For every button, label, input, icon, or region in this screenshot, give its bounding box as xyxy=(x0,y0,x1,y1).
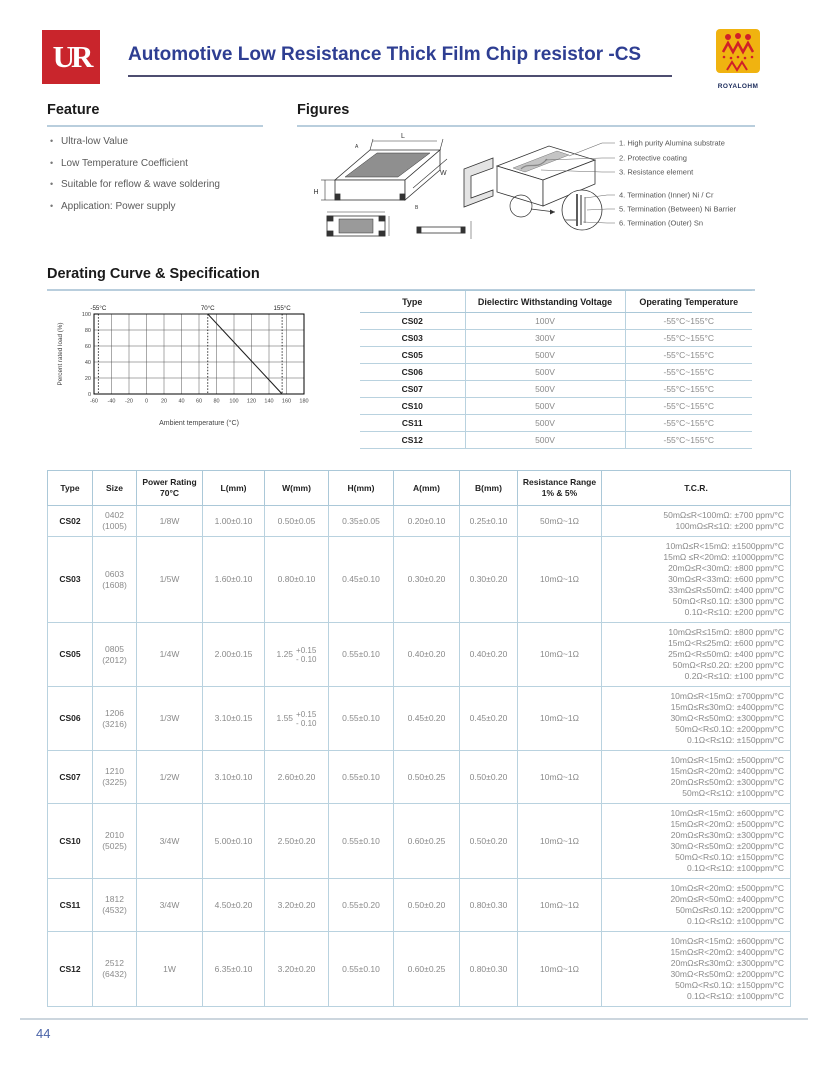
spec-col-header: T.C.R. xyxy=(602,471,791,506)
tcr-line: 30mΩ<R≤50mΩ: ±200ppm/°C xyxy=(670,969,784,979)
tcr-line: 15mΩ≤R≤30mΩ: ±400ppm/°C xyxy=(670,702,784,712)
spec-row-CS03 xyxy=(48,537,791,623)
spec-col-header: Size xyxy=(93,471,137,506)
spec-cell: 2512 (6432) xyxy=(93,932,137,1007)
spec-cell: 0.40±0.20 xyxy=(394,623,460,687)
svg-text:80: 80 xyxy=(84,328,91,334)
voltage-cell: -55°C~155°C xyxy=(625,330,752,347)
svg-text:-40: -40 xyxy=(107,398,116,405)
spec-cell: 3.20±0.20 xyxy=(265,932,329,1007)
spec-cell: 5.00±0.10 xyxy=(203,804,265,879)
spec-col-header: W(mm) xyxy=(265,471,329,506)
spec-cell: 1210 (3225) xyxy=(93,751,137,804)
dim-label-h: H xyxy=(313,189,319,196)
spec-cell: 2010 (5025) xyxy=(93,804,137,879)
derating-heading: Derating Curve & Specification xyxy=(47,266,755,291)
tcr-line: 20mΩ≤R<30mΩ: ±800 ppm/°C xyxy=(668,563,784,573)
voltage-row-CS07 xyxy=(360,381,752,398)
voltage-cell: CS11 xyxy=(360,415,465,432)
spec-cell: 0.50±0.25 xyxy=(394,751,460,804)
spec-cell: 1/3W xyxy=(137,687,203,751)
tcr-line: 50mΩ<R≤0.1Ω: ±300 ppm/°C xyxy=(672,596,784,606)
svg-text:Ambient temperature (°C): Ambient temperature (°C) xyxy=(159,420,239,427)
voltage-row-CS03 xyxy=(360,330,752,347)
spec-cell: CS02 xyxy=(48,506,93,537)
spec-cell: 10mΩ~1Ω xyxy=(518,932,602,1007)
spec-cell: CS11 xyxy=(48,879,93,932)
spec-cell: 1206 (3216) xyxy=(93,687,137,751)
voltage-col-header: Operating Temperature xyxy=(625,291,752,313)
feature-item: • Low Temperature Coefficient xyxy=(50,158,280,169)
spec-cell: 50mΩ~1Ω xyxy=(518,506,602,537)
tcr-line: 0.1Ω<R≤1Ω: ±100ppm/°C xyxy=(686,991,784,1001)
spec-cell: 4.50±0.20 xyxy=(203,879,265,932)
voltage-cell: -55°C~155°C xyxy=(625,364,752,381)
voltage-cell: 500V xyxy=(465,398,625,415)
svg-text:20: 20 xyxy=(84,376,91,382)
dim-label-a: A xyxy=(355,144,359,150)
svg-text:-60: -60 xyxy=(90,398,98,405)
voltage-cell: CS06 xyxy=(360,364,465,381)
tcr-line: 10mΩ≤R<20mΩ: ±500ppm/°C xyxy=(670,883,784,893)
page-number: 44 xyxy=(36,1026,51,1041)
spec-cell: 1.60±0.10 xyxy=(203,537,265,623)
tcr-line: 30mΩ<R≤50mΩ: ±300ppm/°C xyxy=(670,713,784,723)
spec-col-header: B(mm) xyxy=(460,471,518,506)
tcr-line: 20mΩ≤R≤50mΩ: ±300ppm/°C xyxy=(670,777,784,787)
spec-cell: CS03 xyxy=(48,537,93,623)
spec-cell: 1.25 +0.15 - 0.10 xyxy=(265,623,329,687)
spec-row-CS07 xyxy=(48,751,791,804)
spec-cell: 3/4W xyxy=(137,804,203,879)
tcr-line: 25mΩ<R≤50mΩ: ±400 ppm/°C xyxy=(668,649,784,659)
svg-text:70°C: 70°C xyxy=(200,305,215,312)
figures-heading: Figures xyxy=(297,102,755,127)
spec-cell: 0.80±0.10 xyxy=(265,537,329,623)
figure-callout-label: 1. High purity Alumina substrate xyxy=(619,138,725,148)
spec-cell: 2.00±0.15 xyxy=(203,623,265,687)
spec-cell: 0.30±0.20 xyxy=(394,537,460,623)
spec-cell: 1.55 +0.15 - 0.10 xyxy=(265,687,329,751)
spec-cell: 0.30±0.20 xyxy=(460,537,518,623)
spec-row-CS12 xyxy=(48,932,791,1007)
ur-logo-text: UR xyxy=(52,39,90,74)
feature-item: • Application: Power supply xyxy=(50,201,280,212)
spec-cell xyxy=(602,879,791,932)
spec-cell: 0.55±0.10 xyxy=(329,751,394,804)
tcr-line: 20mΩ≤R<50mΩ: ±400ppm/°C xyxy=(670,894,784,904)
spec-cell: 10mΩ~1Ω xyxy=(518,687,602,751)
ur-logo xyxy=(42,30,100,84)
royalohm-crown-icon xyxy=(715,28,761,76)
spec-row-CS02 xyxy=(48,506,791,537)
tcr-line: 50mΩ<R≤0.2Ω: ±200 ppm/°C xyxy=(672,660,784,670)
spec-cell: 3.20±0.20 xyxy=(265,879,329,932)
spec-col-header: Resistance Range 1% & 5% xyxy=(518,471,602,506)
derating-curve-chart xyxy=(52,298,312,428)
figure-callout-label: 5. Termination (Between) Ni Barrier xyxy=(619,204,736,214)
voltage-cell: CS05 xyxy=(360,347,465,364)
feature-item: • Ultra-low Value xyxy=(50,136,280,147)
spec-cell: 0402 (1005) xyxy=(93,506,137,537)
tcr-line: 33mΩ≤R≤50mΩ: ±400 ppm/°C xyxy=(668,585,784,595)
spec-cell: 1/5W xyxy=(137,537,203,623)
svg-text:Percent rated load (%): Percent rated load (%) xyxy=(57,322,64,386)
tcr-line: 10mΩ≤R<15mΩ: ±600ppm/°C xyxy=(670,936,784,946)
spec-col-header: L(mm) xyxy=(203,471,265,506)
spec-cell: 0.35±0.05 xyxy=(329,506,394,537)
spec-cell: 0805 (2012) xyxy=(93,623,137,687)
svg-text:40: 40 xyxy=(84,360,91,366)
tcr-line: 10mΩ≤R<15mΩ: ±700ppm/°C xyxy=(670,691,784,701)
tcr-line: 30mΩ<R≤50mΩ: ±200ppm/°C xyxy=(670,841,784,851)
spec-cell: 0.55±0.20 xyxy=(329,879,394,932)
voltage-cell: 500V xyxy=(465,381,625,398)
feature-heading: Feature xyxy=(47,102,263,127)
voltage-col-header: Type xyxy=(360,291,465,313)
spec-cell: 0.60±0.25 xyxy=(394,804,460,879)
spec-col-header: H(mm) xyxy=(329,471,394,506)
svg-text:-55°C: -55°C xyxy=(90,305,107,312)
figure-callout-label: 6. Termination (Outer) Sn xyxy=(619,218,704,228)
svg-text:0: 0 xyxy=(87,392,91,398)
tcr-line: 20mΩ≤R≤30mΩ: ±300ppm/°C xyxy=(670,958,784,968)
tcr-line: 50mΩ≤R<100mΩ: ±700 ppm/°C xyxy=(663,510,784,520)
spec-cell: 0.50±0.05 xyxy=(265,506,329,537)
voltage-cell: CS12 xyxy=(360,432,465,449)
spec-cell: 0.50±0.20 xyxy=(394,879,460,932)
spec-cell: 0.55±0.10 xyxy=(329,623,394,687)
spec-cell: 0603 (1608) xyxy=(93,537,137,623)
feature-item: • Suitable for reflow & wave soldering xyxy=(50,179,280,190)
spec-cell: CS10 xyxy=(48,804,93,879)
resistor-figures-diagram xyxy=(297,128,790,245)
spec-cell xyxy=(602,804,791,879)
spec-col-header: A(mm) xyxy=(394,471,460,506)
voltage-cell: -55°C~155°C xyxy=(625,398,752,415)
voltage-row-CS11 xyxy=(360,415,752,432)
side-view-diagram xyxy=(417,221,471,239)
svg-text:40: 40 xyxy=(178,398,185,405)
spec-cell: 1/4W xyxy=(137,623,203,687)
voltage-cell: CS07 xyxy=(360,381,465,398)
tcr-line: 15mΩ≤R<20mΩ: ±400ppm/°C xyxy=(670,947,784,957)
tcr-line: 0.2Ω<R≤1Ω: ±100 ppm/°C xyxy=(684,671,784,681)
svg-text:120: 120 xyxy=(246,398,257,405)
tcr-line: 50mΩ<R≤0.1Ω: ±200ppm/°C xyxy=(675,724,784,734)
tcr-line: 0.1Ω<R≤1Ω: ±150ppm/°C xyxy=(686,735,784,745)
spec-cell: 0.55±0.10 xyxy=(329,932,394,1007)
tcr-line: 50mΩ<R≤0.1Ω: ±150ppm/°C xyxy=(675,852,784,862)
voltage-cell: -55°C~155°C xyxy=(625,381,752,398)
page-title: Automotive Low Resistance Thick Film Chip resistor -CS xyxy=(128,44,672,77)
spec-cell xyxy=(602,687,791,751)
spec-cell: 2.60±0.20 xyxy=(265,751,329,804)
tcr-line: 30mΩ≤R<33mΩ: ±600 ppm/°C xyxy=(668,574,784,584)
voltage-table xyxy=(360,290,752,449)
tcr-line: 15mΩ ≤R<20mΩ: ±1000ppm/°C xyxy=(663,552,784,562)
royalohm-logo xyxy=(712,28,764,90)
spec-cell: 10mΩ~1Ω xyxy=(518,804,602,879)
feature-list xyxy=(50,136,280,222)
tcr-line: 0.1Ω<R≤1Ω: ±200 ppm/°C xyxy=(684,607,784,617)
voltage-cell: -55°C~155°C xyxy=(625,432,752,449)
voltage-cell: 500V xyxy=(465,364,625,381)
spec-row-CS05 xyxy=(48,623,791,687)
spec-cell: 0.20±0.10 xyxy=(394,506,460,537)
voltage-table-header xyxy=(360,291,752,313)
tcr-line: 100mΩ≤R≤1Ω: ±200 ppm/°C xyxy=(675,521,784,531)
spec-cell: 0.55±0.10 xyxy=(329,804,394,879)
spec-cell: 3/4W xyxy=(137,879,203,932)
spec-cell: 0.45±0.10 xyxy=(329,537,394,623)
svg-text:80: 80 xyxy=(213,398,220,405)
spec-cell: 0.40±0.20 xyxy=(460,623,518,687)
spec-row-CS10 xyxy=(48,804,791,879)
front-view-diagram xyxy=(327,212,389,236)
spec-cell: CS06 xyxy=(48,687,93,751)
tcr-line: 10mΩ≤R<15mΩ: ±600ppm/°C xyxy=(670,808,784,818)
spec-cell: 0.80±0.30 xyxy=(460,932,518,1007)
spec-table xyxy=(47,470,791,1007)
spec-cell: 10mΩ~1Ω xyxy=(518,879,602,932)
tcr-line: 50mΩ≤R≤0.1Ω: ±200ppm/°C xyxy=(675,905,784,915)
tcr-line: 10mΩ≤R≤15mΩ: ±800 ppm/°C xyxy=(668,627,784,637)
voltage-row-CS10 xyxy=(360,398,752,415)
spec-cell: 2.50±0.20 xyxy=(265,804,329,879)
svg-text:140: 140 xyxy=(264,398,274,405)
spec-cell: 0.45±0.20 xyxy=(460,687,518,751)
dim-label-w: W xyxy=(440,170,447,177)
voltage-cell: 100V xyxy=(465,313,625,330)
spec-cell: CS12 xyxy=(48,932,93,1007)
voltage-cell: CS02 xyxy=(360,313,465,330)
spec-row-CS06 xyxy=(48,687,791,751)
voltage-cell: -55°C~155°C xyxy=(625,347,752,364)
svg-text:180: 180 xyxy=(299,398,309,405)
tcr-line: 10mΩ≤R<15mΩ: ±1500ppm/°C xyxy=(665,541,784,551)
spec-cell: 1812 (4532) xyxy=(93,879,137,932)
spec-cell: 3.10±0.15 xyxy=(203,687,265,751)
voltage-row-CS06 xyxy=(360,364,752,381)
figure-callout-label: 2. Protective coating xyxy=(619,153,687,163)
spec-cell: 6.35±0.10 xyxy=(203,932,265,1007)
voltage-cell: 300V xyxy=(465,330,625,347)
spec-cell xyxy=(602,537,791,623)
voltage-cell: CS10 xyxy=(360,398,465,415)
tcr-line: 15mΩ<R≤25mΩ: ±600 ppm/°C xyxy=(668,638,784,648)
spec-cell: 0.50±0.20 xyxy=(460,804,518,879)
footer-rule xyxy=(20,1018,808,1020)
voltage-cell: -55°C~155°C xyxy=(625,415,752,432)
tcr-line: 15mΩ≤R<20mΩ: ±500ppm/°C xyxy=(670,819,784,829)
spec-cell xyxy=(602,506,791,537)
voltage-cell: 500V xyxy=(465,432,625,449)
voltage-cell: -55°C~155°C xyxy=(625,313,752,330)
spec-cell: CS05 xyxy=(48,623,93,687)
spec-col-header: Power Rating 70°C xyxy=(137,471,203,506)
spec-cell: 0.60±0.25 xyxy=(394,932,460,1007)
royalohm-wordmark: ROYALOHM xyxy=(717,83,759,90)
spec-cell: 0.55±0.10 xyxy=(329,687,394,751)
spec-cell: 1.00±0.10 xyxy=(203,506,265,537)
spec-cell: 0.45±0.20 xyxy=(394,687,460,751)
svg-text:155°C: 155°C xyxy=(273,305,291,312)
voltage-row-CS12 xyxy=(360,432,752,449)
tcr-line: 0.1Ω<R≤1Ω: ±100ppm/°C xyxy=(686,916,784,926)
voltage-row-CS02 xyxy=(360,313,752,330)
voltage-row-CS05 xyxy=(360,347,752,364)
figure-callout-label: 3. Resistance element xyxy=(619,167,694,177)
spec-cell: 1/2W xyxy=(137,751,203,804)
tcr-line: 50mΩ<R≤0.1Ω: ±150ppm/°C xyxy=(675,980,784,990)
spec-cell: 10mΩ~1Ω xyxy=(518,623,602,687)
svg-text:100: 100 xyxy=(229,398,239,405)
voltage-col-header: Dielectirc Withstanding Voltage xyxy=(465,291,625,313)
figure-callout-label: 4. Termination (Inner) Ni / Cr xyxy=(619,190,714,200)
svg-text:100: 100 xyxy=(81,312,91,318)
svg-text:-20: -20 xyxy=(125,398,133,405)
spec-cell: 0.25±0.10 xyxy=(460,506,518,537)
spec-cell: 10mΩ~1Ω xyxy=(518,751,602,804)
spec-row-CS11 xyxy=(48,879,791,932)
voltage-cell: 500V xyxy=(465,415,625,432)
spec-cell: 0.50±0.20 xyxy=(460,751,518,804)
spec-cell: 1/8W xyxy=(137,506,203,537)
spec-cell: 10mΩ~1Ω xyxy=(518,537,602,623)
spec-col-header: Type xyxy=(48,471,93,506)
svg-text:160: 160 xyxy=(281,398,292,405)
spec-table-header xyxy=(48,471,791,506)
tcr-line: 50mΩ<R≤1Ω: ±100ppm/°C xyxy=(682,788,784,798)
spec-cell: 3.10±0.10 xyxy=(203,751,265,804)
spec-cell: 1W xyxy=(137,932,203,1007)
dim-label-l: L xyxy=(401,133,405,140)
tcr-line: 10mΩ≤R<15mΩ: ±500ppm/°C xyxy=(670,755,784,765)
spec-cell: CS07 xyxy=(48,751,93,804)
voltage-cell: CS03 xyxy=(360,330,465,347)
tcr-line: 20mΩ≤R≤30mΩ: ±300ppm/°C xyxy=(670,830,784,840)
svg-text:60: 60 xyxy=(84,344,91,350)
dim-label-b: B xyxy=(415,205,419,211)
svg-text:60: 60 xyxy=(195,398,203,405)
spec-cell xyxy=(602,932,791,1007)
spec-cell: 0.80±0.30 xyxy=(460,879,518,932)
svg-text:20: 20 xyxy=(160,398,168,405)
tcr-line: 0.1Ω<R≤1Ω: ±100ppm/°C xyxy=(686,863,784,873)
voltage-cell: 500V xyxy=(465,347,625,364)
spec-cell xyxy=(602,751,791,804)
spec-cell xyxy=(602,623,791,687)
tcr-line: 15mΩ≤R<20mΩ: ±400ppm/°C xyxy=(670,766,784,776)
svg-text:0: 0 xyxy=(144,398,149,405)
